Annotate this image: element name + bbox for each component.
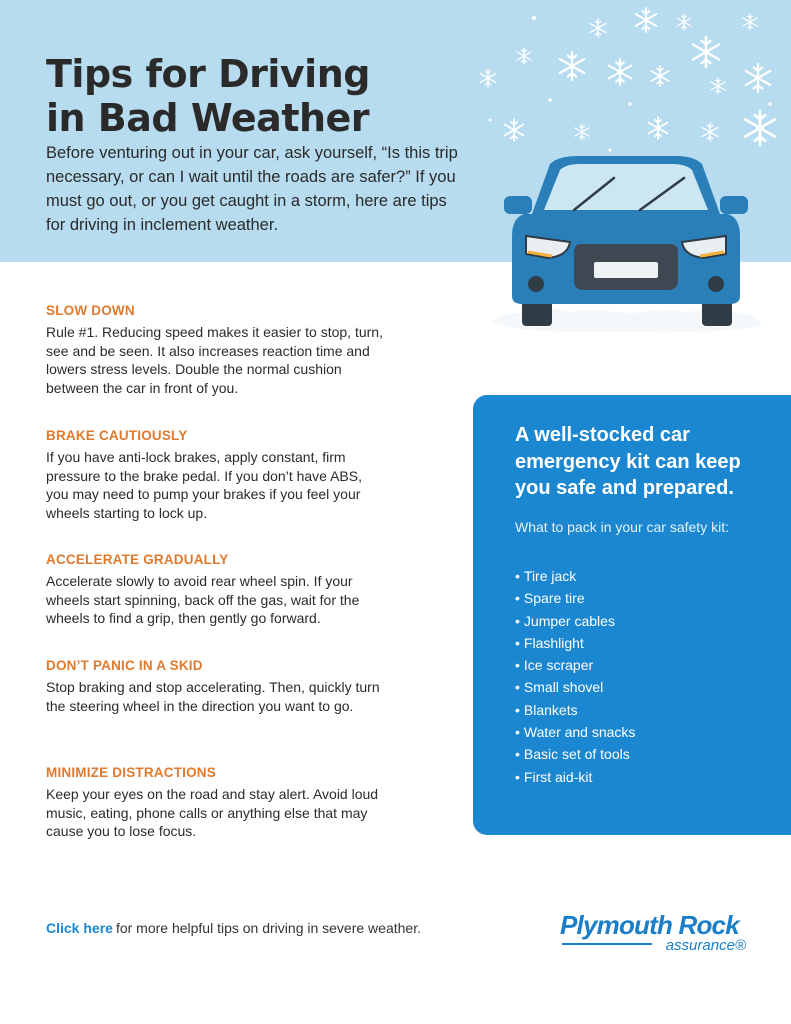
tip-body: Rule #1. Reducing speed makes it easier to stop, turn, see and be seen. It also increases reaction time and lowers stress levels. Double the normal cushion between the car in front of you. <box>46 324 383 396</box>
tip-dont-panic <box>46 657 386 715</box>
snowflake-icon <box>470 0 791 160</box>
list-item: • Flashlight <box>515 634 584 651</box>
kit-heading: A well-stocked car emergency kit can keep you safe and prepared. <box>515 424 741 499</box>
logo-underline <box>562 943 652 945</box>
intro-text: Before venturing out in your car, ask yourself, “Is this trip necessary, or can I wait until the roads are safer?” If you must go out, or you get caught in a storm, here are tips for driving in inclement weather. <box>46 144 458 234</box>
kit-list <box>515 565 635 788</box>
kit-subheading: What to pack in your car safety kit: <box>515 519 729 535</box>
tip-accelerate-gradually <box>46 551 386 628</box>
brand-logo <box>556 910 752 958</box>
list-item: • Spare tire <box>515 590 585 607</box>
list-item: • Water and snacks <box>515 724 636 741</box>
list-item: • Basic set of tools <box>515 746 630 763</box>
tip-minimize-distractions <box>46 764 386 841</box>
tip-body: Keep your eyes on the road and stay alert. Avoid loud music, eating, phone calls or anything else that may cause you to lose focus. <box>46 786 379 839</box>
tip-body: If you have anti-lock brakes, apply constant, firm pressure to the brake pedal. If you don’t have ABS, you may need to pump your brakes if you feel your wheels starting to lock up. <box>46 449 362 521</box>
list-item: • Ice scraper <box>515 657 594 674</box>
page-title <box>46 52 370 140</box>
tip-body: Accelerate slowly to avoid rear wheel spin. If your wheels start spinning, back off the gas, wait for the wheels to find a grip, then gently go forward. <box>46 573 360 626</box>
title-line-2: in Bad Weather <box>46 96 370 140</box>
tip-heading: SLOW DOWN <box>46 303 135 318</box>
list-item: • First aid-kit <box>515 768 593 785</box>
footer-text: for more helpful tips on driving in severe weather. <box>115 920 421 936</box>
list-item: • Blankets <box>515 701 578 718</box>
tip-slow-down <box>46 302 386 397</box>
tip-brake-cautiously <box>46 427 386 522</box>
list-item: • Jumper cables <box>515 612 615 629</box>
emergency-kit-panel <box>473 395 791 835</box>
logo-subtitle: assurance® <box>665 937 746 954</box>
car-icon <box>488 152 764 340</box>
click-here-link[interactable]: Click here <box>46 920 113 936</box>
list-item: • Small shovel <box>515 679 604 696</box>
title-line-1: Tips for Driving <box>46 52 370 96</box>
footer-note <box>46 920 421 936</box>
list-item: • Tire jack <box>515 568 577 584</box>
tip-heading: MINIMIZE DISTRACTIONS <box>46 765 216 780</box>
tip-heading: DON’T PANIC IN A SKID <box>46 658 203 673</box>
tip-heading: ACCELERATE GRADUALLY <box>46 552 229 567</box>
logo-brand-name: Plymouth Rock <box>560 910 739 940</box>
tip-heading: BRAKE CAUTIOUSLY <box>46 428 188 443</box>
tip-body: Stop braking and stop accelerating. Then, quickly turn the steering wheel in the direction you want to go. <box>46 679 380 714</box>
